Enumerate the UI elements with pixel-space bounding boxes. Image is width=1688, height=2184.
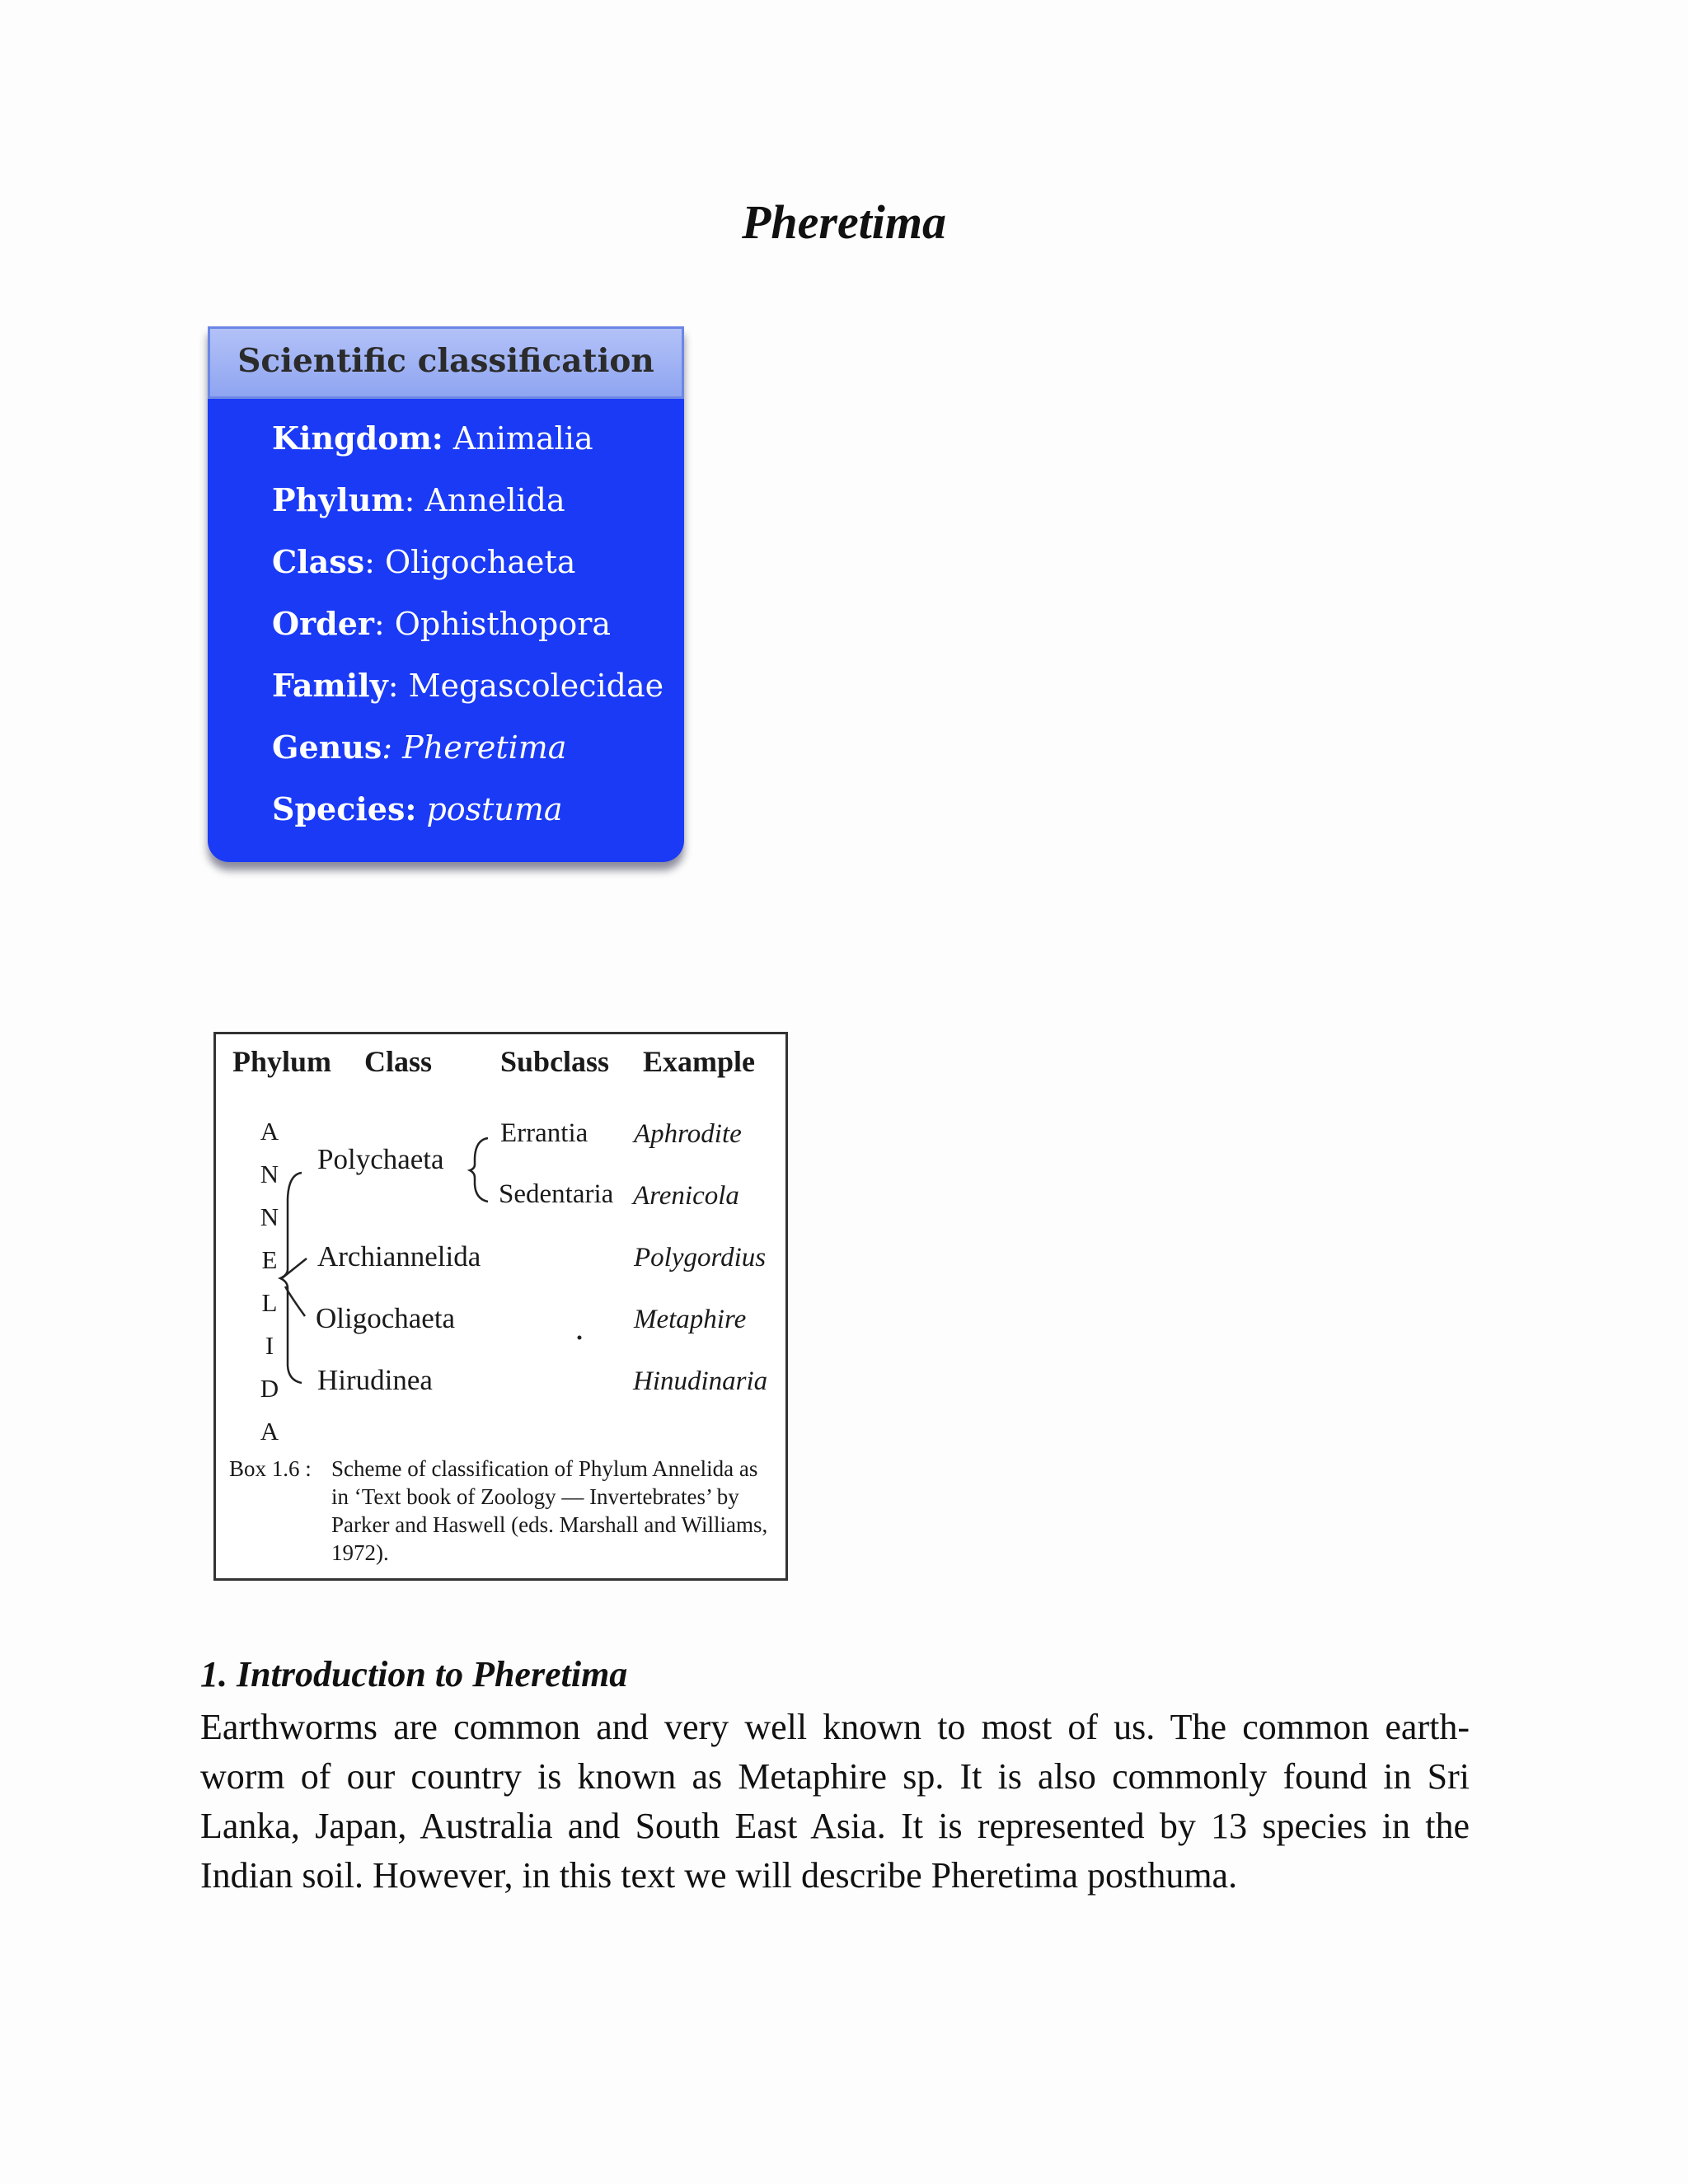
phylum-letter: E bbox=[261, 1245, 278, 1274]
annelida-classification-figure bbox=[213, 1032, 788, 1581]
header-phylum: Phylum bbox=[232, 1045, 332, 1078]
example-polygordius: Polygordius bbox=[634, 1243, 767, 1272]
example-hinudinaria: Hinudinaria bbox=[633, 1366, 768, 1396]
row-key: Order bbox=[272, 605, 374, 642]
scientific-classification-box bbox=[208, 326, 684, 862]
classification-rows bbox=[272, 407, 663, 840]
phylum-letter: A bbox=[260, 1117, 279, 1146]
example-aphrodite: Aphrodite bbox=[634, 1119, 742, 1149]
classification-row-species bbox=[272, 778, 663, 840]
row-value: : Ophisthopora bbox=[373, 606, 612, 642]
classification-row-order bbox=[272, 593, 663, 654]
phylum-letter: A bbox=[260, 1417, 279, 1446]
caption-number: Box 1.6 : bbox=[229, 1456, 312, 1481]
paragraph-line: Indian soil. However, in this text we will describe Pheretima posthuma. bbox=[200, 1855, 1238, 1896]
row-value: Animalia bbox=[443, 420, 593, 457]
classification-row-phylum bbox=[272, 469, 663, 531]
classification-row-class bbox=[272, 531, 663, 593]
classification-row-genus bbox=[272, 716, 663, 778]
example-metaphire: Metaphire bbox=[634, 1305, 747, 1334]
classification-header: Scientific classification bbox=[208, 326, 684, 399]
subclass-sedentaria: Sedentaria bbox=[499, 1179, 614, 1209]
row-key: Phylum bbox=[272, 481, 405, 518]
row-key: Species: bbox=[272, 790, 417, 827]
subclass-errantia: Errantia bbox=[500, 1118, 588, 1148]
paragraph-line: Lanka, Japan, Australia and South East Asia. It is represented by 13 species in the bbox=[200, 1806, 1470, 1846]
class-polychaeta: Polychaeta bbox=[317, 1143, 444, 1175]
row-key: Family bbox=[272, 667, 388, 704]
phylum-letter: N bbox=[260, 1160, 279, 1188]
row-value: : Oligochaeta bbox=[364, 544, 576, 580]
document-title: Pheretima bbox=[741, 195, 947, 249]
class-archiannelida: Archiannelida bbox=[317, 1240, 481, 1272]
paragraph-line: worm of our country is known as Metaphire sp. It is also commonly found in Sri bbox=[200, 1756, 1470, 1797]
example-arenicola: Arenicola bbox=[633, 1181, 739, 1211]
intro-paragraph bbox=[200, 1703, 1470, 1900]
classification-row-family bbox=[272, 654, 663, 716]
paragraph-line: Earthworms are common and very well known to most of us. The common earth- bbox=[200, 1707, 1470, 1747]
caption-text: Scheme of classification of Phylum Annelida as in ‘Text book of Zoology — Invertebrates’ by Parker and Haswell (eds. Marshall and Williams, 1972). bbox=[331, 1456, 768, 1565]
row-key: Genus bbox=[272, 729, 382, 766]
class-oligochaeta: Oligochaeta bbox=[316, 1302, 456, 1334]
phylum-letter: N bbox=[260, 1202, 279, 1231]
row-value: : Annelida bbox=[404, 482, 565, 518]
phylum-letter: D bbox=[260, 1374, 279, 1403]
phylum-letter: L bbox=[261, 1288, 278, 1317]
header-example: Example bbox=[643, 1045, 756, 1078]
class-hirudinea: Hirudinea bbox=[317, 1364, 433, 1396]
row-value: : Pheretima bbox=[382, 729, 567, 766]
section-heading: 1. Introduction to Pheretima bbox=[200, 1654, 628, 1694]
row-value: : Megascolecidae bbox=[387, 668, 664, 704]
phylum-letter: I bbox=[265, 1331, 274, 1360]
classification-row-kingdom bbox=[272, 407, 663, 469]
row-key: Class bbox=[272, 543, 365, 580]
row-key: Kingdom: bbox=[272, 419, 443, 457]
header-class: Class bbox=[364, 1045, 433, 1078]
header-subclass: Subclass bbox=[500, 1045, 610, 1078]
row-value: postuma bbox=[416, 791, 563, 827]
